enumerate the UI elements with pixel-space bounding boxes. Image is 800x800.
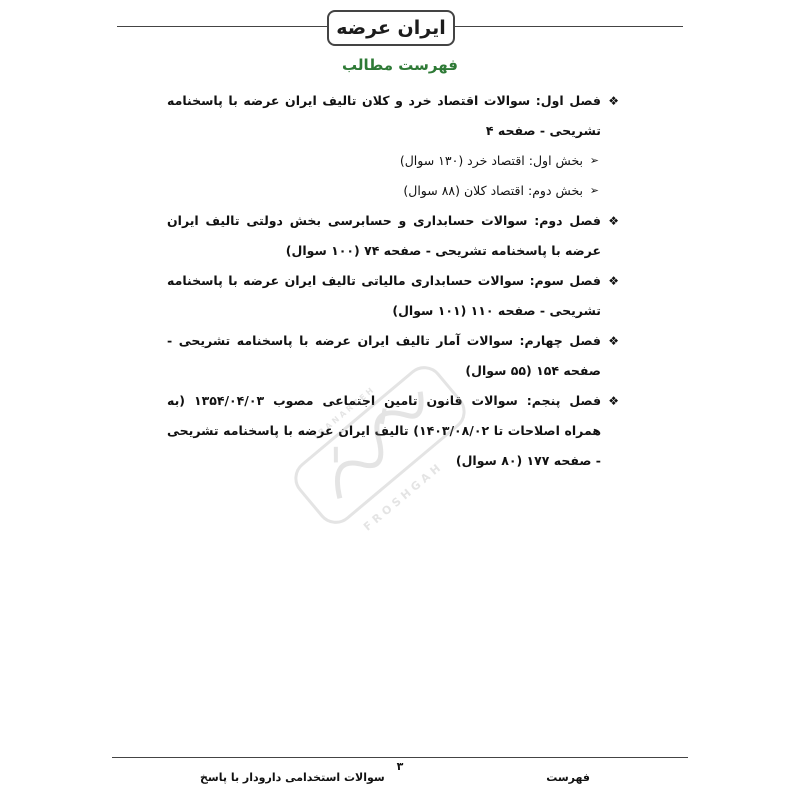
toc-subentry-1	[167, 146, 619, 176]
toc-entry-text: فصل چهارم: سوالات آمار تالیف ایران عرضه با پاسخنامه تشریحی - صفحه ۱۵۴ (۵۵ سوال)	[167, 333, 601, 378]
toc-subentry-text: بخش دوم: اقتصاد کلان (۸۸ سوال)	[403, 183, 583, 198]
toc-entry-2	[167, 206, 619, 266]
toc-entry-text: فصل سوم: سوالات حسابداری مالیاتی تالیف ایران عرضه با پاسخنامه تشریحی - صفحه ۱۱۰ (۱۰۱ سوال)	[167, 273, 601, 318]
toc-subentry-text: بخش اول: اقتصاد خرد (۱۳۰ سوال)	[399, 153, 583, 168]
footer-rule	[112, 757, 688, 758]
diamond-bullet-icon: ❖	[608, 94, 619, 108]
page-number: ۳	[396, 760, 404, 773]
diamond-bullet-icon: ❖	[608, 214, 619, 228]
diamond-bullet-icon: ❖	[608, 334, 619, 348]
diamond-bullet-icon: ❖	[608, 274, 619, 288]
toc-subentry-2	[167, 176, 619, 206]
brand-logo-text: ایران عرضه	[336, 17, 446, 39]
svg-text:F R O S H G A H: F R O S H G A H	[361, 461, 443, 534]
diamond-bullet-icon: ❖	[608, 394, 619, 408]
arrow-bullet-icon: ➢	[589, 154, 599, 167]
toc-title: فهرست مطالب	[342, 56, 458, 74]
toc-entry-4	[167, 326, 619, 386]
svg-text:I R A N A R Z E H: I R A N A R Z E H	[312, 386, 376, 441]
toc-entry-text: فصل اول: سوالات اقتصاد خرد و کلان تالیف ایران عرضه با پاسخنامه تشریحی - صفحه ۴	[167, 93, 601, 138]
footer-section-label: فهرست	[546, 771, 590, 784]
toc-entry-text: فصل دوم: سوالات حسابداری و حسابرسی بخش دولتی تالیف ایران عرضه با پاسخنامه تشریحی - صفحه ۷۴ (۱۰۰ سوال)	[167, 213, 601, 258]
brand-logo	[327, 10, 455, 46]
toc-entry-3	[167, 266, 619, 326]
footer-book-title: سوالات استخدامی دارودار با پاسخ	[200, 771, 385, 784]
toc-entry-5	[167, 386, 619, 476]
toc-list	[167, 86, 619, 476]
arrow-bullet-icon: ➢	[589, 184, 599, 197]
toc-entry-1	[167, 86, 619, 146]
toc-entry-text: فصل پنجم: سوالات قانون تامین اجتماعی مصوب ۱۳۵۴/۰۴/۰۳ (به همراه اصلاحات تا ۱۴۰۳/۰۸/۰۲) تالیف ایران عرضه با پاسخنامه تشریحی - صفحه ۱۷۷ (۸۰ سوال)	[167, 393, 601, 468]
